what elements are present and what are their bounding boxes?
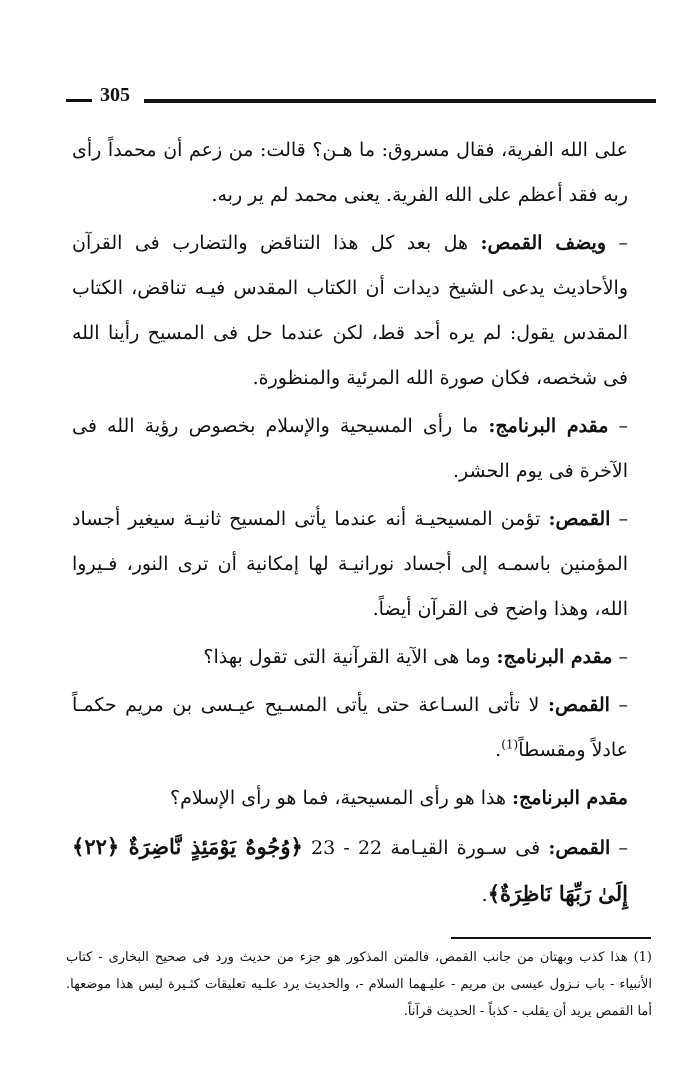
speaker-label: ويضف القمص: [480, 232, 607, 254]
header-dash [66, 99, 92, 102]
speaker-label: القمص: [547, 694, 610, 716]
footnote-ref[interactable]: (1) [501, 737, 519, 752]
footnote: (1) هذا كذب وبهتان من جانب القمص، فالمتن المذكور هو جزء من حديث ورد فى صحيح البخارى - كتاب الأنبياء - باب نـزول عيسى بن مريم - عليـهما السلام -، والحديث يرد علـيه تعليقات كثـيرة ليس هذا موضعها. أما القمص يريد أن يقلب - كذباً - الحديث قرآناً. [66, 950, 652, 1019]
dash-prefix: – [610, 508, 628, 530]
dash-prefix: – [608, 415, 628, 437]
dash-prefix: – [606, 232, 628, 254]
paragraph-7 [72, 776, 628, 821]
speaker-label: مقدم البرنامج: [512, 787, 628, 809]
page-header [66, 84, 656, 114]
speaker-label: القمص: [548, 508, 611, 530]
paragraph-6 [72, 683, 628, 773]
paragraph-text: هل بعد كل هذا التناقض والتضارب فى القرآن والأحاديث يدعى الشيخ ديدات أن الكتاب المقدس فيـه تناقض، الكتاب المقدس يقول: لم يره أحد قط، لكن عندما حل فى المسيح رأينا الله فى شخصه، فكان صورة الله المرئية والمنظورة. [72, 232, 628, 389]
dash-prefix: – [610, 837, 629, 859]
paragraph-3 [72, 404, 628, 494]
paragraph-1 [72, 128, 628, 218]
paragraph-text: ما رأى المسيحية والإسلام بخصوص رؤية الله فى الآخرة فى يوم الحشر. [72, 415, 628, 482]
speaker-label: القمص: [548, 837, 611, 859]
paragraph-suffix: . [495, 739, 502, 761]
paragraph-text: فى سـورة القيـامة 22 - 23 [302, 837, 549, 859]
paragraph-text: على الله الفرية، فقال مسروق: ما هـن؟ قالت: من زعم أن محمداً رأى ربه فقد أعظم على الله الفرية. يعنى محمد لم ير ربه. [72, 139, 628, 206]
page-number: 305 [100, 84, 130, 106]
dash-prefix: – [612, 646, 628, 668]
dash-prefix: – [609, 694, 628, 716]
paragraph-4 [72, 497, 628, 632]
paragraph-2 [72, 221, 628, 401]
paragraph-text: هذا هو رأى المسيحية، فما هو رأى الإسلام؟ [169, 787, 513, 809]
speaker-label: مقدم البرنامج: [496, 646, 613, 668]
paragraph-8 [72, 824, 628, 918]
paragraph-5 [72, 635, 628, 680]
paragraph-suffix: . [481, 884, 488, 906]
paragraph-text: لا تأتى السـاعة حتى يأتى المسـيح عيـسى بن مريم حكمـاً عادلاً ومقسطاً [72, 694, 628, 761]
quran-verse: ﴿وُجُوهٌ يَوْمَئِذٍ نَّاضِرَةٌ ﴿٢٢﴾ إِلَىٰ رَبِّهَا نَاظِرَةٌ﴾ [72, 834, 628, 906]
header-rule [144, 99, 656, 103]
speaker-label: مقدم البرنامج: [488, 415, 609, 437]
paragraph-text: تؤمن المسيحيـة أنه عندما يأتى المسيح ثانيـة سيغير أجساد المؤمنين باسمـه إلى أجساد نورانيـة لها إمكانية أن ترى النور، فـيروا الله، وهذا واضح فى القرآن أيضاً. [72, 508, 628, 620]
paragraph-text: وما هى الآية القرآنية التى تقول بهذا؟ [203, 646, 497, 668]
footnote-rule [451, 937, 651, 939]
main-text [72, 128, 628, 918]
